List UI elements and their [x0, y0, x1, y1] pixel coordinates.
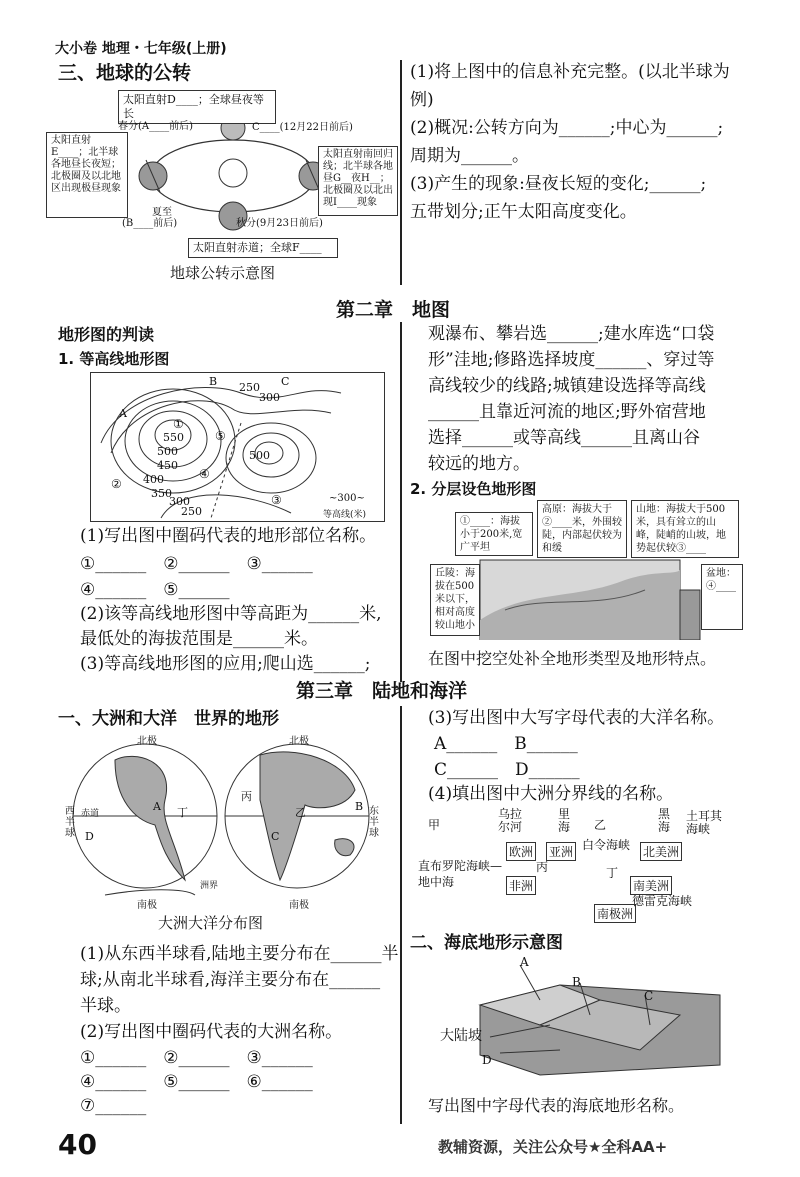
contour-label-400: 400 — [143, 473, 164, 486]
column-divider-mid — [400, 322, 402, 682]
ch3-q2c: ⑦______ — [80, 1096, 147, 1116]
map-equator: 赤道 — [81, 809, 100, 819]
footer-note: 教辅资源，关注公众号★全科AA+ — [438, 1138, 668, 1156]
ch3-q3: (3)写出图中大写字母代表的大洋名称。 — [428, 708, 725, 728]
rev-q3: (3)产生的现象:昼夜长短的变化;______; — [410, 174, 707, 194]
label-summer: 夏至 — [152, 207, 172, 218]
ch2-sub1: 1. 等高线地形图 — [58, 350, 170, 368]
chapter3-title: 第三章 陆地和海洋 — [296, 680, 468, 702]
bd-wula: 乌拉尔河 — [498, 807, 523, 834]
bd-beimei: 北美洲 — [640, 842, 682, 861]
map-yi: 乙 — [295, 806, 306, 819]
bd-nanji: 南极洲 — [594, 904, 636, 923]
bd-dl: 德雷克海峡 — [632, 894, 693, 908]
ch3-q3a: A______ B______ — [434, 734, 578, 754]
contour-circle-5: ⑤ — [215, 429, 226, 443]
contour-map — [90, 372, 385, 522]
ch2-r5: 选择______或等高线______且离山谷 — [428, 428, 700, 448]
map-C: C — [271, 830, 280, 843]
bd-zhi: 直布罗陀海峡—地中海 — [418, 859, 503, 889]
ch2-q1a: ①______ ②______ ③______ — [80, 554, 313, 574]
contour-label-550: 550 — [163, 431, 184, 444]
seafloor-diagram — [420, 955, 740, 1085]
terrain-box-basin: 盆地：④____ — [701, 564, 743, 630]
ch2-r4: ______且靠近河流的地区;野外宿营地 — [428, 402, 706, 422]
bd-ou: 欧洲 — [506, 842, 536, 861]
bd-ding: 丁 — [606, 866, 619, 880]
ch3-q1b: 球;从南北半球看,海洋主要分布在______ — [80, 970, 381, 990]
ch3-sec2: 二、海底地形示意图 — [410, 933, 563, 953]
ch3-q4: (4)填出图中大洲分界线的名称。 — [428, 784, 674, 804]
map-west: 西半球 — [65, 806, 75, 839]
rev-q1: (1)将上图中的信息补充完整。(以北半球为 — [410, 62, 730, 82]
rev-q3b: 五带划分;正午太阳高度变化。 — [410, 202, 637, 222]
ch2-r3: 高线较少的线路;城镇建设选择等高线 — [428, 376, 706, 396]
terrain-box-plain: ①____：海拔小于200米,宽广平坦 — [455, 512, 533, 556]
contour-label-350: 350 — [151, 487, 172, 500]
ch2-q2b: 最低处的海拔范围是______米。 — [80, 629, 318, 649]
map-border: 洲界 — [200, 881, 219, 891]
label-summer-date: (B____前后) — [122, 218, 178, 229]
box-top: 太阳直射D____；全球昼夜等长 — [118, 90, 276, 124]
sea-D: D — [482, 1053, 492, 1067]
caption-world-map: 大洲大洋分布图 — [158, 914, 264, 932]
sea-A: A — [520, 955, 529, 969]
world-map — [65, 730, 383, 910]
page-header: 大小卷 地理・七年级(上册) — [55, 41, 227, 57]
map-A: A — [153, 800, 161, 813]
contour-label-250b: 250 — [181, 505, 202, 518]
map-s2: 南极 — [289, 900, 309, 911]
map-B: B — [355, 800, 364, 813]
bd-fei: 非洲 — [506, 876, 536, 895]
contour-label-A: A — [119, 407, 127, 420]
label-autumn: 秋分(9月23日前后) — [236, 218, 323, 229]
section-title-revolution: 三、地球的公转 — [58, 62, 192, 84]
sea-C: C — [644, 989, 654, 1003]
box-right: 太阳直射南回归线；北半球各地昼G__夜H__；北极圈及以北出现I____现象 — [318, 146, 398, 216]
bd-hei: 黑海 — [658, 807, 671, 834]
contour-label-450: 450 — [157, 459, 178, 472]
terrain-box-plateau: 高原：海拔大于②____米，外围较陡，内部起伏较为和缓 — [537, 500, 627, 558]
ch3-q3b: C______ D______ — [434, 760, 580, 780]
contour-label-C: C — [281, 375, 290, 388]
rev-q1b: 例) — [410, 90, 434, 110]
ch2-q1: (1)写出图中圈码代表的地形部位名称。 — [80, 526, 377, 546]
contour-circle-3: ③ — [271, 493, 282, 507]
ch2-q2: (2)该等高线地形图中等高距为______米, — [80, 604, 382, 624]
contour-label-300a: 300 — [259, 391, 280, 404]
ch2-r6: 较远的地方。 — [428, 454, 530, 474]
box-left: 太阳直射E____；北半球各地昼长夜短；北极圈及以北地区出现极昼现象 — [46, 132, 128, 218]
ch2-subtitle: 地形图的判读 — [58, 325, 155, 344]
ch2-q3: (3)等高线地形图的应用;爬山选______; — [80, 654, 371, 674]
ch3-q2: (2)写出图中圈码代表的大洲名称。 — [80, 1022, 343, 1042]
contour-circle-2: ② — [111, 477, 122, 491]
column-divider-top — [400, 60, 402, 285]
terrain-box-mountain: 山地：海拔大于500米，具有耸立的山峰，陡峭的山坡，地势起伏较③____ — [631, 500, 739, 558]
ch3-q2b: ④______ ⑤______ ⑥______ — [80, 1072, 313, 1092]
contour-circle-4: ④ — [199, 467, 210, 481]
chapter2-title: 第二章 地图 — [336, 299, 451, 321]
bd-bing: 丙 — [536, 860, 549, 874]
ch2-r1: 观瀑布、攀岩选______;建水库选“口袋 — [428, 324, 715, 344]
sea-B: B — [572, 975, 581, 989]
page-number: 40 — [58, 1128, 97, 1161]
contour-label-500: 500 — [157, 445, 178, 458]
contour-circle-1: ① — [173, 417, 184, 431]
map-ding: 丁 — [177, 806, 188, 819]
box-bottom: 太阳直射赤道；全球F____ — [188, 238, 338, 258]
layered-terrain-map — [425, 500, 745, 640]
rev-q2: (2)概况:公转方向为______;中心为______; — [410, 118, 724, 138]
map-n2: 北极 — [289, 736, 309, 747]
ch3-q1: (1)从东西半球看,陆地主要分布在______半 — [80, 944, 399, 964]
map-s1: 南极 — [137, 900, 157, 911]
sea-shelf: 大陆坡 — [440, 1028, 482, 1044]
caption-revolution: 地球公转示意图 — [170, 264, 276, 282]
bd-li: 里海 — [558, 807, 571, 834]
contour-label-300b: 300 — [169, 495, 190, 508]
contour-label-500b: 500 — [249, 449, 270, 462]
ch3-cap2: 写出图中字母代表的海底地形名称。 — [428, 1096, 685, 1115]
map-n1: 北极 — [137, 736, 157, 747]
ch2-q1b: ④______ ⑤______ — [80, 580, 230, 600]
bd-yi: 乙 — [594, 818, 607, 832]
contour-legend-text: 等高线(米) — [323, 510, 367, 520]
ch2-cap2: 在图中挖空处补全地形类型及地形特点。 — [428, 649, 717, 668]
map-bing: 丙 — [241, 790, 252, 803]
bd-tu: 土耳其海峡 — [686, 809, 723, 836]
bd-bl: 白令海峡 — [582, 838, 631, 852]
label-spring: 春分(A____前后) — [118, 121, 194, 132]
contour-label-250a: 250 — [239, 381, 260, 394]
label-winter: C____(12月22日前后) — [252, 122, 353, 133]
ch3-q1c: 半球。 — [80, 996, 131, 1016]
rev-q2b: 周期为______。 — [410, 146, 529, 166]
world-map-svg — [65, 730, 383, 910]
bd-ya: 亚洲 — [546, 842, 576, 861]
terrain-box-hill: 丘陵：海拔在500米以下，相对高度较山地小 — [430, 564, 480, 636]
map-east: 东半球 — [369, 806, 379, 839]
bd-nanmei: 南美洲 — [630, 876, 672, 895]
continent-boundary-diagram — [410, 808, 750, 920]
ch2-sub2: 2. 分层设色地形图 — [410, 480, 537, 498]
ch3-q2a: ①______ ②______ ③______ — [80, 1048, 313, 1068]
column-divider-bottom — [400, 706, 402, 1124]
ch2-r2: 形”洼地;修路选择坡度______、穿过等 — [428, 350, 715, 370]
contour-legend: ~300~ — [329, 493, 365, 504]
bd-jia: 甲 — [428, 818, 441, 832]
contour-label-B: B — [209, 375, 218, 388]
map-D: D — [85, 830, 94, 843]
ch3-sec1: 一、大洲和大洋 世界的地形 — [58, 709, 279, 729]
